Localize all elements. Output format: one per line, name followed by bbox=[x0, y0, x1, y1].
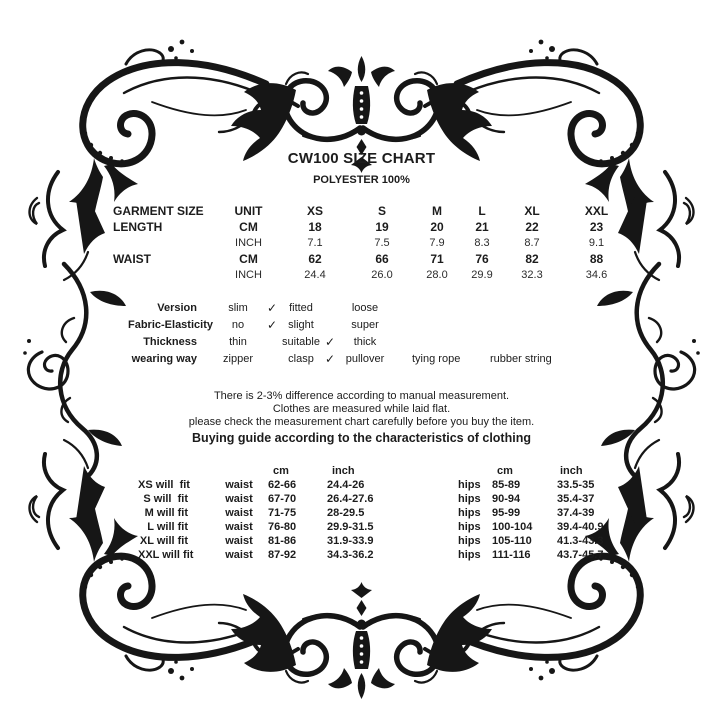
char-label-cell: wearing way bbox=[131, 352, 197, 365]
fit-label-cell: XXL will fit bbox=[138, 549, 194, 561]
value-cell: 66 bbox=[375, 252, 389, 266]
value-cell: 82 bbox=[525, 252, 539, 266]
size-col-header-xxl: XXL bbox=[584, 204, 609, 218]
value-cell: 7.5 bbox=[374, 237, 390, 249]
check-mark bbox=[265, 333, 279, 350]
char-option-cell: clasp bbox=[288, 352, 314, 365]
unit-cell: CM bbox=[239, 252, 258, 266]
fit-cm-cell: 81-86 bbox=[268, 535, 297, 547]
char-option-cell bbox=[393, 333, 473, 350]
buying-guide-heading: Buying guide according to the characteristics of clothing bbox=[192, 431, 531, 445]
char-label-cell: Thickness bbox=[143, 335, 197, 348]
fit-label-cell: XL will fit bbox=[139, 535, 188, 547]
value-cell: 7.1 bbox=[307, 237, 323, 249]
garment-size-header: GARMENT SIZE bbox=[113, 204, 204, 218]
char-option-cell: fitted bbox=[289, 301, 313, 314]
value-cell: 29.9 bbox=[471, 269, 493, 281]
fit-header-waist-cm: cm bbox=[273, 465, 289, 477]
char-option-cell: suitable bbox=[282, 335, 320, 348]
version-row bbox=[128, 299, 590, 316]
unit-header: UNIT bbox=[234, 204, 263, 218]
fit-cm-cell: 67-70 bbox=[268, 493, 297, 505]
characteristics-table bbox=[128, 299, 590, 367]
fit-cm-cell: 111-116 bbox=[492, 549, 531, 561]
value-cell: 23 bbox=[589, 220, 604, 234]
size-col-header-s: S bbox=[377, 204, 386, 218]
value-cell: 24.4 bbox=[304, 269, 326, 281]
check-mark bbox=[323, 299, 337, 316]
check-mark bbox=[323, 316, 337, 333]
char-option-cell bbox=[473, 316, 590, 333]
value-cell: 7.9 bbox=[429, 237, 445, 249]
value-cell: 8.3 bbox=[474, 237, 490, 249]
fit-cm-cell: 95-99 bbox=[492, 507, 521, 519]
fit-cm-cell: 90-94 bbox=[492, 493, 521, 505]
char-option-cell bbox=[473, 299, 590, 316]
value-cell: 22 bbox=[525, 220, 539, 234]
fit-part-cell: hips bbox=[458, 535, 481, 547]
value-cell: 32.3 bbox=[521, 269, 543, 281]
fit-inch-cell: 34.3-36.2 bbox=[327, 549, 374, 561]
fit-cm-cell: 85-89 bbox=[492, 479, 521, 491]
char-option-cell: loose bbox=[351, 301, 379, 314]
fit-label-cell: L will fit bbox=[147, 521, 188, 533]
char-label-cell: Version bbox=[157, 301, 197, 314]
value-cell: 9.1 bbox=[588, 237, 605, 249]
fit-part-cell: waist bbox=[225, 549, 253, 561]
waist-cm-row bbox=[113, 251, 633, 267]
fit-label-cell: S will fit bbox=[143, 493, 188, 505]
char-option-cell: rubber string bbox=[490, 352, 552, 365]
waist-inch-row bbox=[113, 267, 633, 283]
fit-row-s bbox=[138, 492, 614, 506]
char-label-cell: Fabric-Elasticity bbox=[128, 318, 213, 331]
fit-inch-cell: 31.9-33.9 bbox=[327, 535, 374, 547]
unit-cell: INCH bbox=[235, 269, 262, 281]
fit-header-hips-cm: cm bbox=[497, 465, 513, 477]
value-cell: 8.7 bbox=[524, 237, 540, 249]
fit-label-cell: XS will fit bbox=[138, 479, 190, 491]
fit-inch-cell: 29.9-31.5 bbox=[327, 521, 374, 533]
char-option-cell: tying rope bbox=[412, 352, 461, 365]
value-cell: 71 bbox=[430, 252, 444, 266]
char-option-cell: slim bbox=[228, 301, 248, 314]
fit-inch-cell: 37.4-39 bbox=[557, 507, 595, 519]
fit-header-waist-inch: inch bbox=[332, 465, 355, 477]
fit-row-xxl bbox=[138, 548, 614, 562]
garment-size-table bbox=[113, 203, 633, 283]
value-cell: 28.0 bbox=[426, 269, 448, 281]
fit-cm-cell: 100-104 bbox=[492, 521, 533, 533]
fit-inch-cell: 24.4-26 bbox=[327, 479, 365, 491]
fit-inch-cell: 43.7-45.7 bbox=[557, 549, 604, 561]
check-mark bbox=[265, 350, 279, 367]
fit-part-cell: waist bbox=[225, 507, 253, 519]
size-col-header-xl: XL bbox=[524, 204, 540, 218]
value-cell: 21 bbox=[475, 220, 489, 234]
size-header-row bbox=[113, 203, 633, 219]
value-cell: 76 bbox=[475, 252, 489, 266]
fit-cm-cell: 105-110 bbox=[492, 535, 532, 547]
value-cell: 19 bbox=[375, 220, 389, 234]
measurement-note-2: Clothes are measured while laid flat. bbox=[272, 403, 451, 415]
fit-part-cell: hips bbox=[458, 479, 481, 491]
char-option-cell bbox=[393, 299, 473, 316]
fit-inch-cell: 28-29.5 bbox=[327, 507, 365, 519]
fit-part-cell: waist bbox=[225, 493, 253, 505]
char-option-cell: slight bbox=[288, 318, 314, 331]
fit-cm-cell: 71-75 bbox=[268, 507, 297, 519]
fit-guide-table bbox=[138, 464, 614, 562]
page-title: CW100 SIZE CHART bbox=[287, 150, 436, 167]
thickness-row bbox=[128, 333, 590, 350]
measurement-note-3: please check the measurement chart carefully before you buy the item. bbox=[188, 416, 535, 428]
value-cell: 88 bbox=[589, 252, 604, 266]
size-col-header-l: L bbox=[478, 204, 486, 218]
fit-cm-cell: 76-80 bbox=[268, 521, 297, 533]
check-mark: ✓ bbox=[324, 334, 336, 349]
fit-part-cell: hips bbox=[458, 521, 481, 533]
row-label-cell bbox=[113, 235, 217, 251]
row-label-cell bbox=[113, 267, 217, 283]
check-mark: ✓ bbox=[266, 300, 278, 315]
char-option-cell bbox=[393, 316, 473, 333]
size-col-header-xs: XS bbox=[306, 204, 323, 218]
fit-cm-cell: 87-92 bbox=[268, 549, 297, 561]
char-option-cell bbox=[473, 333, 590, 350]
unit-cell: INCH bbox=[235, 237, 262, 249]
char-option-cell: pullover bbox=[345, 352, 385, 365]
fit-inch-cell: 39.4-40.9 bbox=[557, 521, 604, 533]
fit-part-cell: waist bbox=[225, 479, 253, 491]
fit-label-cell: M will fit bbox=[144, 507, 188, 519]
fit-cm-cell: 62-66 bbox=[268, 479, 297, 491]
fit-header-hips-inch: inch bbox=[560, 465, 583, 477]
fit-row-l bbox=[138, 520, 614, 534]
fit-inch-cell: 41.3-43.3 bbox=[557, 535, 604, 547]
fit-row-xl bbox=[138, 534, 614, 548]
char-option-cell: no bbox=[231, 318, 245, 331]
measurement-note-1: There is 2-3% difference according to manual measurement. bbox=[213, 390, 510, 402]
value-cell: 18 bbox=[308, 220, 322, 234]
check-mark: ✓ bbox=[324, 351, 336, 366]
row-label-cell: WAIST bbox=[113, 252, 151, 266]
fit-row-m bbox=[138, 506, 614, 520]
fit-row-xs bbox=[138, 478, 614, 492]
value-cell: 34.6 bbox=[585, 269, 608, 281]
fit-part-cell: hips bbox=[458, 507, 481, 519]
check-mark: ✓ bbox=[266, 317, 278, 332]
fit-inch-cell: 35.4-37 bbox=[557, 493, 595, 505]
fit-part-cell: hips bbox=[458, 493, 481, 505]
value-cell: 62 bbox=[308, 252, 322, 266]
row-label-cell: LENGTH bbox=[113, 220, 163, 234]
fit-part-cell: hips bbox=[458, 549, 481, 561]
char-option-cell: thick bbox=[353, 335, 377, 348]
fit-inch-cell: 26.4-27.6 bbox=[327, 493, 374, 505]
char-option-cell: zipper bbox=[223, 352, 253, 365]
length-inch-row bbox=[113, 235, 633, 251]
fit-header-row bbox=[138, 464, 614, 478]
value-cell: 26.0 bbox=[371, 269, 393, 281]
fit-part-cell: waist bbox=[225, 521, 253, 533]
value-cell: 20 bbox=[430, 220, 444, 234]
fabric-elasticity-row bbox=[128, 316, 590, 333]
size-col-header-m: M bbox=[432, 204, 442, 218]
unit-cell: CM bbox=[239, 220, 258, 234]
char-option-cell: super bbox=[351, 318, 379, 331]
wearing-way-row bbox=[128, 350, 590, 367]
fit-inch-cell: 33.5-35 bbox=[557, 479, 595, 491]
length-cm-row bbox=[113, 219, 633, 235]
char-option-cell: thin bbox=[229, 335, 247, 348]
fit-part-cell: waist bbox=[225, 535, 253, 547]
page-subtitle: POLYESTER 100% bbox=[313, 174, 410, 186]
